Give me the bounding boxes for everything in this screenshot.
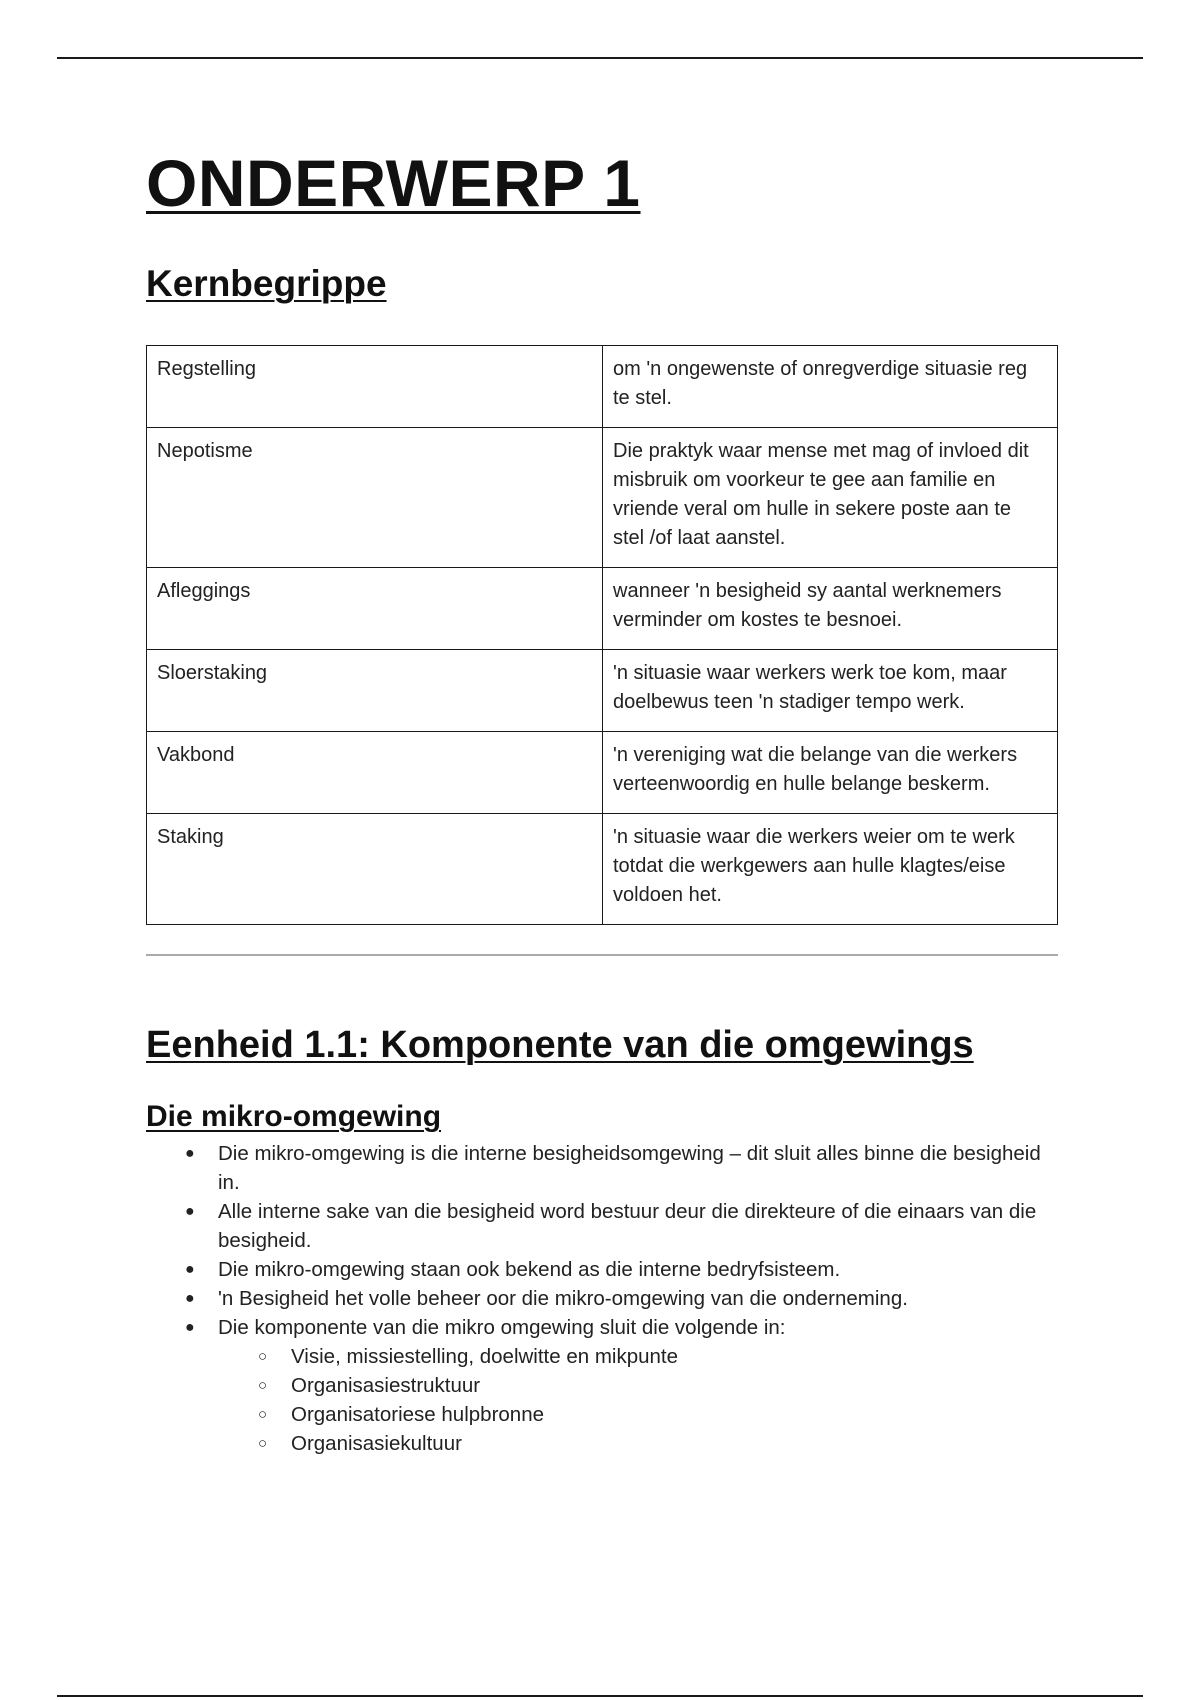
sub-list-item: [258, 1400, 1058, 1429]
table-row: [147, 568, 1058, 650]
table-row: [147, 428, 1058, 568]
bullet-list: [146, 1139, 1058, 1458]
bottom-page-rule: [57, 1695, 1143, 1697]
definition-cell: om 'n ongewenste of onregverdige situasie reg te stel.: [603, 346, 1058, 428]
unit-heading: Eenheid 1.1: Komponente van die omgewings: [146, 1024, 974, 1066]
sub-list-item-text: Organisasiestruktuur: [291, 1374, 481, 1397]
list-item-text: Die mikro-omgewing is die interne besigheidsomgewing – dit sluit alles binne die besigheid in.: [218, 1142, 1041, 1194]
sub-list-item: [258, 1342, 1058, 1371]
top-page-rule: [57, 57, 1143, 59]
bullet-icon: ●: [185, 1290, 195, 1307]
term-cell: Vakbond: [147, 732, 603, 814]
list-item-text: Die mikro-omgewing staan ook bekend as die interne bedryfsisteem.: [218, 1258, 841, 1281]
sub-list-item: [258, 1371, 1058, 1400]
term-cell: Afleggings: [147, 568, 603, 650]
definition-cell: wanneer 'n besigheid sy aantal werknemers verminder om kostes te besnoei.: [603, 568, 1058, 650]
hollow-bullet-icon: ○: [258, 1406, 268, 1423]
sub-list-item: [258, 1429, 1058, 1458]
table-row: [147, 650, 1058, 732]
list-item: [185, 1284, 1058, 1313]
sub-list-item-text: Organisasiekultuur: [291, 1432, 462, 1455]
definition-cell: 'n situasie waar werkers werk toe kom, maar doelbewus teen 'n stadiger tempo werk.: [603, 650, 1058, 732]
hollow-bullet-icon: ○: [258, 1348, 268, 1365]
key-terms-table: [146, 345, 1058, 925]
definition-cell: 'n situasie waar die werkers weier om te werk totdat die werkgewers aan hulle klagtes/eise voldoen het.: [603, 814, 1058, 925]
definition-cell: 'n vereniging wat die belange van die werkers verteenwoordig en hulle belange beskerm.: [603, 732, 1058, 814]
list-item: [185, 1255, 1058, 1284]
list-item-text: Alle interne sake van die besigheid word bestuur deur die direkteure of die einaars van die besigheid.: [218, 1200, 1037, 1252]
list-item-text: 'n Besigheid het volle beheer oor die mikro-omgewing van die onderneming.: [218, 1287, 908, 1310]
hollow-bullet-icon: ○: [258, 1377, 268, 1394]
bullet-icon: ●: [185, 1145, 195, 1162]
bullet-icon: ●: [185, 1261, 195, 1278]
sub-list-item-text: Visie, missiestelling, doelwitte en mikpunte: [291, 1345, 679, 1368]
list-item: [185, 1197, 1058, 1255]
document-body: [146, 145, 1058, 1458]
subheading: Die mikro-omgewing: [146, 1100, 442, 1133]
term-cell: Regstelling: [147, 346, 603, 428]
term-cell: Sloerstaking: [147, 650, 603, 732]
term-cell: Nepotisme: [147, 428, 603, 568]
table-row: [147, 732, 1058, 814]
sub-bullet-list: [218, 1342, 1058, 1458]
document-title: ONDERWERP 1: [146, 146, 641, 220]
bullet-icon: ●: [185, 1319, 195, 1336]
list-item-text: Die komponente van die mikro omgewing sluit die volgende in:: [218, 1316, 786, 1339]
list-item: [185, 1139, 1058, 1197]
section-divider: [146, 954, 1058, 956]
section-heading: Kernbegrippe: [146, 263, 387, 304]
table-row: [147, 346, 1058, 428]
term-cell: Staking: [147, 814, 603, 925]
bullet-icon: ●: [185, 1203, 195, 1220]
sub-list-item-text: Organisatoriese hulpbronne: [291, 1403, 544, 1426]
list-item: [185, 1313, 1058, 1458]
definition-cell: Die praktyk waar mense met mag of invloed dit misbruik om voorkeur te gee aan familie en vriende veral om hulle in sekere poste aan te stel /of laat aanstel.: [603, 428, 1058, 568]
table-row: [147, 814, 1058, 925]
hollow-bullet-icon: ○: [258, 1435, 268, 1452]
